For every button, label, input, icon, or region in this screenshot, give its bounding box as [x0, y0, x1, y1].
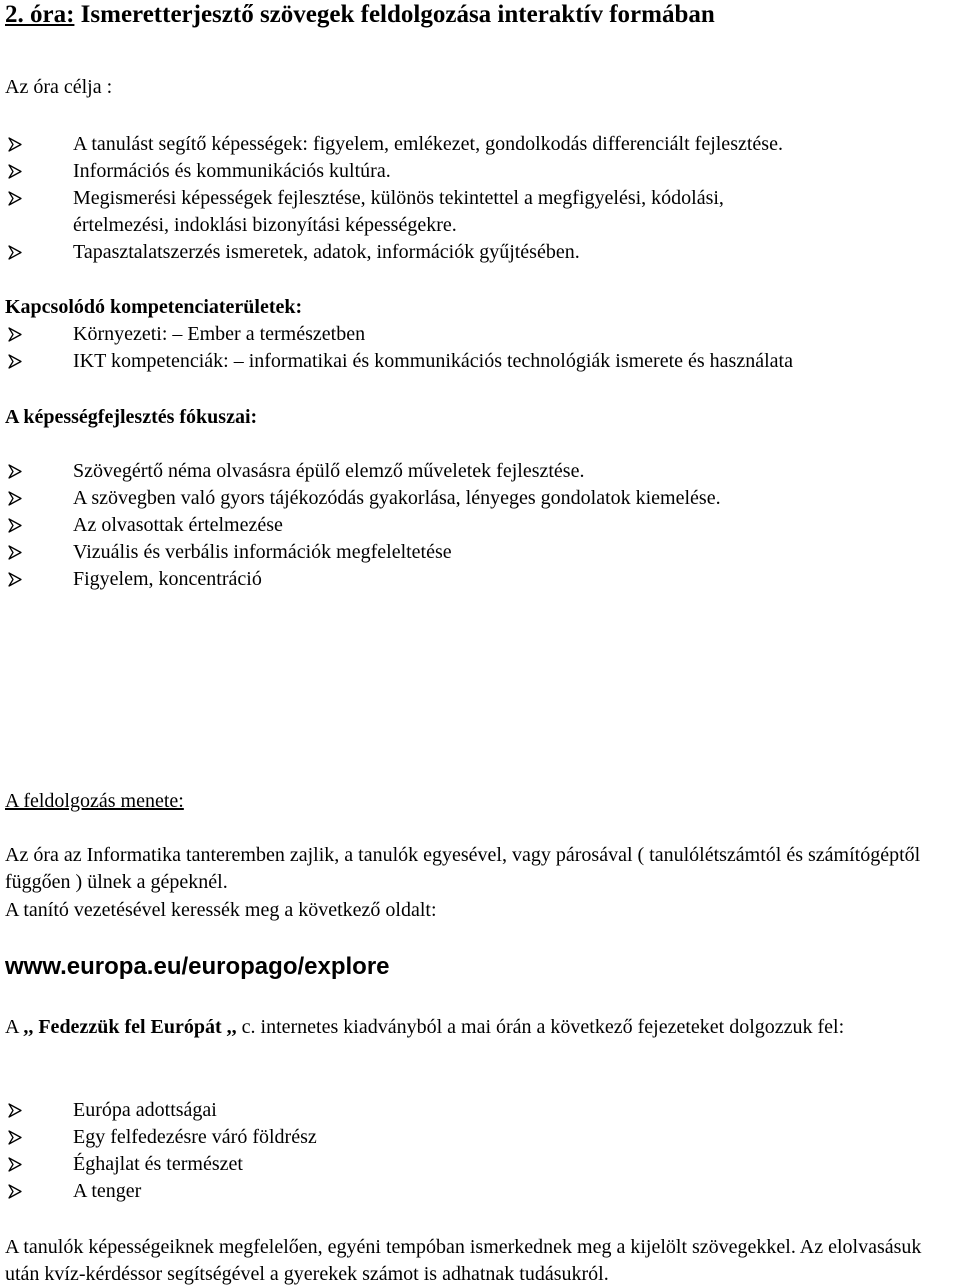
list-item: Megismerési képességek fejlesztése, különös tekintettel a megfigyelési, kódolási,	[8, 185, 783, 212]
list-item: Figyelem, koncentráció	[8, 566, 721, 593]
arrowhead-bullet-icon	[8, 512, 28, 539]
focus-heading: A képességfejlesztés fókuszai:	[5, 406, 258, 428]
list-item: IKT kompetenciák: – informatikai és kommunikációs technológiák ismerete és használata	[8, 348, 793, 375]
list-item: Vizuális és verbális információk megfeleltetése	[8, 539, 721, 566]
arrowhead-bullet-icon	[8, 348, 28, 375]
list-item: A szövegben való gyors tájékozódás gyakorlása, lényeges gondolatok kiemelése.	[8, 485, 721, 512]
lesson-number: 2. óra:	[5, 1, 75, 28]
list-item: Éghajlat és természet	[8, 1151, 317, 1178]
competences-list	[8, 321, 793, 375]
goals-list	[8, 131, 783, 266]
arrowhead-bullet-icon	[8, 158, 28, 185]
arrowhead-bullet-icon	[8, 1178, 28, 1205]
process-instruction: A tanító vezetésével keressék meg a következő oldalt:	[5, 899, 437, 921]
arrowhead-bullet-icon	[8, 485, 28, 512]
closing-paragraph: A tanulók képességeiknek megfelelően, egyéni tempóban ismerkednek meg a kijelölt szövegekkel. Az elolvasásuk után kvíz-kérdéssor segítségével a gyerekek számot is adhatnak tudásukról.	[5, 1236, 922, 1285]
arrowhead-bullet-icon	[8, 458, 28, 485]
process-paragraph: Az óra az Informatika tanteremben zajlik, a tanulók egyesével, vagy párosával ( tanulólétszámtól és számítógéptől függően ) ülnek a gépeknél.	[5, 844, 921, 893]
arrowhead-bullet-icon	[8, 1151, 28, 1178]
website-url[interactable]: www.europa.eu/europago/explore	[5, 953, 390, 980]
arrowhead-bullet-icon	[8, 566, 28, 593]
list-item: Szövegértő néma olvasásra épülő elemző műveletek fejlesztése.	[8, 458, 721, 485]
list-item: A tanulást segítő képességek: figyelem, emlékezet, gondolkodás differenciált fejlesztése.	[8, 131, 783, 158]
arrowhead-bullet-icon	[8, 1124, 28, 1151]
process-heading: A feldolgozás menete:	[5, 790, 184, 812]
list-item: Európa adottságai	[8, 1097, 317, 1124]
list-item: Az olvasottak értelmezése	[8, 512, 721, 539]
lesson-title: Ismeretterjesztő szövegek feldolgozása interaktív formában	[74, 1, 715, 28]
arrowhead-bullet-icon	[8, 185, 28, 212]
list-item: Információs és kommunikációs kultúra.	[8, 158, 783, 185]
list-item: A tenger	[8, 1178, 317, 1205]
goal-heading: Az óra célja :	[5, 76, 113, 98]
arrowhead-bullet-icon	[8, 321, 28, 348]
book-title: ,, Fedezzük fel Európát ,,	[23, 1016, 237, 1038]
list-item-continuation: értelmezési, indoklási bizonyítási képességekre.	[73, 214, 457, 236]
focus-list	[8, 458, 721, 593]
arrowhead-bullet-icon	[8, 539, 28, 566]
arrowhead-bullet-icon	[8, 131, 28, 158]
list-item: Környezeti: – Ember a természetben	[8, 321, 793, 348]
page-title	[5, 0, 715, 30]
chapters-list	[8, 1097, 317, 1205]
list-item: Tapasztalatszerzés ismeretek, adatok, információk gyűjtésében.	[8, 239, 783, 266]
list-item: Egy felfedezésre váró földrész	[8, 1124, 317, 1151]
arrowhead-bullet-icon	[8, 1097, 28, 1124]
arrowhead-bullet-icon	[8, 239, 28, 266]
book-paragraph: A ,, Fedezzük fel Európát ,, c. internetes kiadványból a mai órán a következő fejezeteket dolgozzuk fel:	[5, 1016, 845, 1038]
competence-heading: Kapcsolódó kompetenciaterületek:	[5, 296, 303, 318]
